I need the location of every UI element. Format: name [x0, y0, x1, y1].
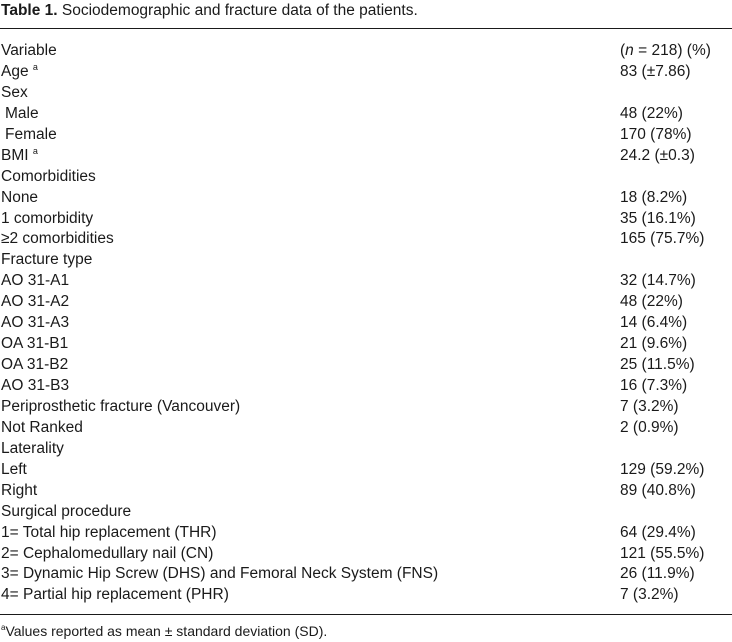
table-row — [0, 313, 732, 334]
row-value: 89 (40.8%) — [620, 481, 696, 499]
row-value: 83 (±7.86) — [620, 62, 691, 80]
table-row — [0, 188, 732, 209]
table-top-rule — [0, 28, 732, 29]
table-row — [0, 502, 732, 523]
row-variable: Age $^a$ — [1, 61, 38, 80]
row-value: 16 (7.3%) — [620, 377, 688, 394]
table-row — [0, 146, 732, 167]
footnote-text: Values reported as mean ± standard deviation (SD). — [5, 623, 328, 639]
row-value: 165 (75.7%) — [620, 230, 705, 248]
row-variable: None — [1, 188, 39, 206]
row-variable: AO 31-A2 — [1, 293, 70, 311]
row-value: 24.2 (±0.3) — [620, 146, 695, 164]
table-row — [0, 564, 732, 585]
table-row — [0, 292, 732, 313]
row-variable: 1= Total hip replacement (THR) — [1, 523, 217, 541]
table-row — [0, 271, 732, 292]
row-variable: Male — [5, 104, 39, 122]
row-value: 2 (0.9%) — [620, 418, 679, 436]
row-value: 14 (6.4%) — [620, 314, 688, 332]
table-row — [0, 439, 732, 460]
row-variable: BMI $^a$ — [1, 145, 38, 164]
table-row — [0, 250, 732, 271]
table-row — [0, 167, 732, 188]
row-value: 170 (78%) — [620, 125, 692, 143]
table-row — [0, 376, 732, 397]
footnote-marker: a — [1, 623, 6, 632]
table-row — [0, 418, 732, 439]
table-row — [0, 209, 732, 230]
row-variable: 1 comorbidity — [1, 209, 94, 227]
row-variable: Female — [5, 125, 57, 143]
footnote-marker: a — [32, 61, 38, 72]
row-variable: Left — [1, 460, 27, 478]
table-row — [0, 397, 732, 418]
row-variable: AO 31-A3 — [1, 314, 70, 332]
row-variable: OA 31-B1 — [1, 335, 69, 353]
row-variable: Laterality — [1, 439, 64, 457]
row-value: 18 (8.2%) — [620, 188, 688, 206]
row-value: 25 (11.5%) — [620, 356, 695, 374]
row-value: 7 (3.2%) — [620, 397, 679, 415]
row-value: 21 (9.6%) — [620, 335, 688, 353]
row-variable: Sex — [1, 83, 28, 101]
table-row — [0, 355, 732, 376]
row-variable: AO 31-B3 — [1, 377, 70, 394]
footnote-marker: a — [32, 145, 38, 156]
row-value: 32 (14.7%) — [620, 272, 696, 290]
row-value: 48 (22%) — [620, 104, 683, 122]
row-value: 26 (11.9%) — [620, 565, 695, 583]
table-body — [0, 41, 732, 606]
row-variable: Right — [1, 481, 38, 499]
row-variable: Periprosthetic fracture (Vancouver) — [1, 397, 241, 415]
table-row — [0, 585, 732, 606]
table-row — [0, 460, 732, 481]
table-row — [0, 334, 732, 355]
row-variable: 4= Partial hip replacement (PHR) — [1, 586, 229, 604]
row-value: 64 (29.4%) — [620, 523, 696, 541]
header-value: (n = 218) (%) — [620, 42, 711, 59]
header-variable: Variable — [1, 42, 57, 59]
row-variable: Surgical procedure — [1, 502, 132, 520]
table-header-row — [0, 41, 732, 62]
table-row — [0, 125, 732, 146]
row-variable: Comorbidities — [1, 167, 96, 185]
row-variable: OA 31-B2 — [1, 356, 69, 374]
row-value: 121 (55.5%) — [620, 544, 705, 562]
row-value: 48 (22%) — [620, 293, 683, 311]
row-value: 35 (16.1%) — [620, 209, 696, 227]
table-row — [0, 481, 732, 502]
row-value: 129 (59.2%) — [620, 460, 705, 478]
table-row — [0, 229, 732, 250]
header-n: n — [625, 42, 634, 59]
table-caption — [1, 0, 418, 22]
table-row — [0, 62, 732, 83]
row-variable: ≥2 comorbidities — [1, 230, 114, 248]
row-variable: 2= Cephalomedullary nail (CN) — [1, 544, 214, 562]
row-variable: Fracture type — [1, 251, 93, 269]
row-value: 7 (3.2%) — [620, 586, 679, 604]
table-row — [0, 544, 732, 565]
row-variable: Not Ranked — [1, 418, 83, 436]
row-variable: 3= Dynamic Hip Screw (DHS) and Femoral Neck System (FNS) — [1, 565, 439, 583]
row-variable: AO 31-A1 — [1, 272, 70, 290]
table-row — [0, 83, 732, 104]
table-row — [0, 523, 732, 544]
table-label: Table 1. — [1, 2, 58, 19]
table-title: Sociodemographic and fracture data of the patients. — [61, 2, 418, 19]
table-row — [0, 104, 732, 125]
table-bottom-rule — [0, 614, 732, 615]
table-footnote — [1, 621, 327, 641]
